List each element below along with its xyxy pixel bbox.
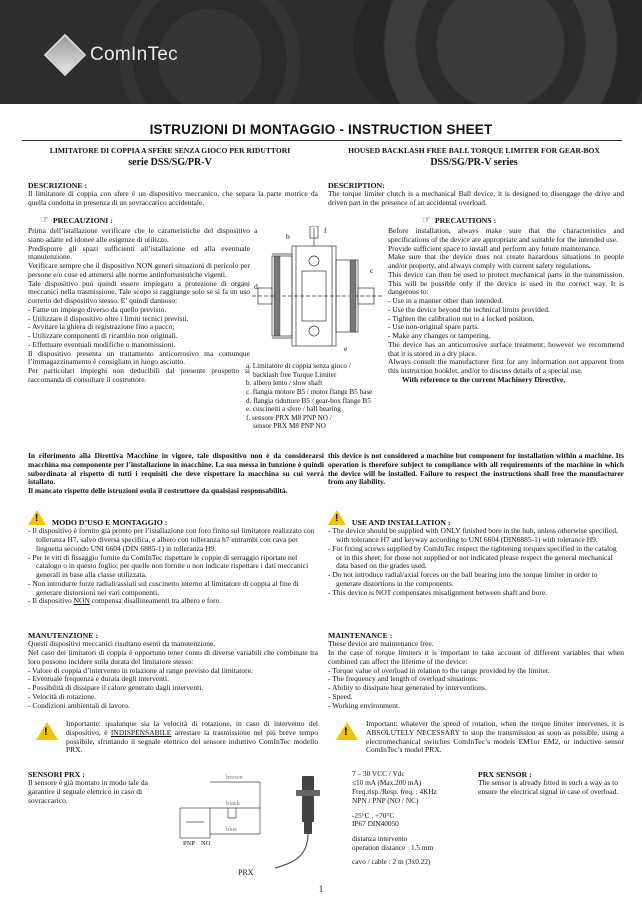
- list-item: - Use the device beyond the technical limits provided.: [388, 304, 550, 314]
- en-directive-text: this device is not considered a machine but component for installation within a machine. Its operation is therefore subject to compliance with all requirements of the machine in which the device will be installed. Failure to respect the instructions shall free the manufacturer from any liability.: [328, 451, 624, 487]
- list-item: - Velocità di rotazione.: [28, 691, 97, 701]
- header-banner: [0, 0, 642, 104]
- list-item: - Eventuale frequenza e durata degli interventi.: [28, 674, 169, 684]
- en-precautions: [388, 215, 624, 385]
- page-number: 1: [318, 884, 324, 894]
- prx-specifications: [352, 770, 472, 867]
- callout-label: f: [324, 226, 327, 235]
- logo-diamond-icon: [44, 34, 86, 76]
- wiring-svg: [170, 768, 348, 888]
- it-usage: [28, 510, 318, 606]
- it-precautions-text-2: Il dispositivo presenta un trattamento anticorrosivo ma comunque l’immagazzinamento è consigliato in luogo asciutto. Per particolari impieghi non deducibili dal presente prospetto si raccomanda di consultare il costruttore.: [28, 348, 250, 385]
- wire-label: brown: [226, 774, 243, 781]
- list-item: - Non introdurre forze radiali/assiali sul cuscinetto interno al limitatore di coppia al fine di generare distorsioni nei vari componenti.: [28, 578, 299, 597]
- list-item: - The frequency and length of overload situations.: [328, 674, 478, 684]
- it-prx-sensor: [28, 770, 166, 806]
- list-item: - Valore di coppia d’intervento in relazione al range previsto dal limitatore.: [28, 665, 253, 675]
- list-item: - Utilizzare il dispositivo oltre i limiti tecnici previsti.: [28, 313, 189, 323]
- it-usage-heading: ! MODO D’USO E MONTAGGIO :: [28, 510, 318, 527]
- torque-limiter-drawing: [252, 226, 382, 361]
- warning-icon: !: [336, 722, 358, 742]
- list-item: - Torque value of overload in relation to the range provided by the limiter.: [328, 665, 550, 675]
- list-item: - Do not introduce radial/axial forces on the ball bearing into the torque limiter in order to generate distortions in the components.: [328, 570, 598, 588]
- pointing-hand-icon: ☞: [422, 215, 431, 226]
- it-description-text: Il limitatore di coppia con sfere è un dispositivo meccanico, che separa la parte motrice da quella condotta in presenza di un sovraccarico accidentale.: [28, 189, 318, 208]
- callout-label: a: [254, 226, 258, 235]
- en-maintenance-list: [328, 667, 624, 711]
- sensor-name: PRX: [238, 868, 254, 877]
- list-item: - Working environment.: [328, 700, 400, 710]
- list-item: - Ability to dissipate heat generated by interventions.: [328, 683, 487, 693]
- en-description-text: The torque limiter clutch is a mechanical Ball device, it is designed to disengage the drive and driven part in the presence of an accidental overload.: [328, 189, 624, 208]
- it-product-title: LIMITATORE DI COPPIA A SFERE SENZA GIOCO PER RIDUTTORI: [49, 146, 291, 155]
- it-series: serie DSS/SG/PR-V: [128, 157, 212, 168]
- it-maintenance: [28, 631, 318, 710]
- warning-icon: !: [28, 510, 46, 525]
- spec-line: distanza intervento: [352, 834, 408, 844]
- it-precautions-text: Prima dell’istallazione verificare che le caratteristiche del dispositivo siano adatte ed idonee alle esigenze di utilizzo. Predisporre gli spazi sufficienti all’istallazione ed alla eventuale manutenzione. Verificare sempre che il dispositivo NON generi situazioni di pericolo per persone e/o cose ed attenersi alle norme antinfortunistiche vigenti. Tale dispositivo può quindi essere impiegato a protezione di organi meccanici nella trasmissione. Tale scopo si raggiunge solo se si fa un uso corretto del dispositivo stesso. E’ quindi dannoso:: [28, 226, 250, 306]
- gear-graphic: [352, 0, 642, 104]
- list-item: - For fixing screws supplied by ComInTec respect the tightening torques specified in the catalog or in this sheet; for those not supplied or not indicated please respect the general mechanical data based on the grades used.: [328, 543, 617, 571]
- en-maintenance-text: These device are maintenance free. In the case of torque limiters it is important to take account of different variables that when combined can affect the lifetime of the device:: [328, 639, 624, 666]
- en-precautions-text: Before installation, always make sure that the characteristics and specifications of the device are appropriate and suitable for the intended use. Provide sufficient space to install and perform any future maintenance. Make sure that the device does not create hazardous situations to people and/or property, and always comply with current safety regulations. This device can then be used to protect mechanical parts in the transmission. This will be possible only if the device is used in the correct way. It is dangerous to:: [388, 226, 624, 297]
- wire-label: blue: [226, 826, 238, 833]
- legend-item: e. cuscinetti a sfere / ball bearing: [246, 405, 341, 414]
- list-item: - This device is NOT compensates misalignment between shaft and bore.: [328, 587, 548, 597]
- spec-line: ≤10 mA (Max.200 mA): [352, 777, 422, 787]
- it-description: [28, 181, 318, 208]
- en-maintenance: [328, 631, 624, 710]
- wire-label: PNP: [183, 840, 195, 847]
- legend-item: b. albero lento / slow shaft: [246, 379, 323, 388]
- list-item: - Per le viti di fissaggio fornite da ComInTec rispettare le coppie di serraggio riportate nel catalogo o in questo foglio; per quelle non fornite o non indicate rispettare i dati meccanici generali in base alla classe utilizzata.: [28, 552, 309, 580]
- en-directive-lead: With reference to the current Machinery Directive,: [402, 375, 566, 385]
- it-precautions-list: [28, 306, 250, 350]
- en-product-title: HOUSED BACKLASH FREE BALL TORQUE LIMITER FOR GEAR-BOX: [348, 146, 600, 155]
- title-divider: [22, 140, 622, 141]
- it-description-heading: DESCRIZIONE :: [28, 181, 88, 190]
- it-precautions-heading: ☞ PRECAUZIONI :: [40, 215, 113, 226]
- list-item: - Possibilità di dissipare il calore generato dagli interventi.: [28, 683, 204, 693]
- en-description: [328, 181, 624, 208]
- it-important-text: Importante: qualunque sia la velocità di rotazione, in caso di intervento del dispositivo, è INDISPENSABILE arrestare la trasmissione nel più breve tempo possibile, sfruttando il segnale elettrico del sensore induttivo ComInTec modello PRX.: [66, 719, 318, 755]
- list-item: - Make any changes or tampering.: [388, 331, 491, 341]
- callout-label: c: [370, 266, 374, 275]
- en-important: [366, 720, 624, 755]
- callout-label: b: [286, 232, 290, 241]
- legend-item: f. sensore PRX M8 PNP NO /: [246, 413, 332, 422]
- list-item: - Utilizzare componenti di ricambio non originali.: [28, 331, 178, 341]
- list-item: - Condizioni ambientali di lavoro.: [28, 700, 130, 710]
- en-usage: [328, 510, 624, 597]
- list-item: - Fame un impiego diverso da quello previsto.: [28, 304, 167, 314]
- it-usage-list: [28, 527, 318, 606]
- list-item: - The device should be supplied with ONLY finished bore in the hub, unless otherwise specified, with tolerance H7 and keyway according to UNI 6604 (DIN6885-1) with tolerance H9.: [328, 526, 618, 545]
- warning-icon: !: [328, 510, 346, 525]
- callout-label: d: [254, 282, 258, 291]
- legend-item: sensor PRX M8 PNP NO: [253, 422, 326, 431]
- legend-item: backlash free Torque Limiter: [253, 370, 337, 379]
- list-item: - Il dispositivo è fornito già pronto per l’istallazione con foro finito sul limitatore realizzato con tolleranza H7, salvo diversa specifica, e albero con tolleranza h7 entrambi con cava per linguetta secondo UNI 6604 (DIN 6885-1) in tolleranza H9.: [28, 526, 315, 553]
- spec-line: NPN / PNP (NO / NC): [352, 795, 419, 805]
- en-prx-sensor: [478, 770, 624, 797]
- spec-line: -25°C , +70°C: [352, 810, 395, 820]
- list-item: - Speed.: [328, 691, 353, 701]
- brand-name: ComInTec: [90, 43, 178, 65]
- en-maintenance-heading: MAINTENANCE :: [328, 631, 393, 640]
- it-prx-heading: SENSORI PRX :: [28, 770, 85, 779]
- it-directive-text: In riferimento alla Direttiva Macchine in vigore, tale dispositivo non è da considerarsi macchina ma componente per l’installazione in macchine. La sua messa in funzione è quindi subordinata al rispetto di tutti i requisiti che deve rispettare la macchina su cui verrà istallato. Il mancato rispetto delle istruzioni esula il costruttore da qualsiasi responsabilità.: [28, 451, 324, 496]
- it-maintenance-list: [28, 667, 318, 711]
- drawing-legend: [246, 362, 406, 431]
- en-description-heading: DESCRIPTION:: [328, 181, 385, 190]
- callout-label: e: [344, 344, 348, 353]
- spec-line: IP67 DIN40050: [352, 819, 399, 829]
- en-precautions-heading: ☞ PRECAUTIONS :: [422, 215, 497, 226]
- spec-line: operation distance : 1.5 mm: [352, 843, 434, 853]
- en-directive: [328, 452, 624, 487]
- it-important: [66, 720, 318, 755]
- it-prx-text: Il sensore è già montato in modo tale da garantire il segnale elettrico in caso di sovraccarico.: [28, 778, 148, 805]
- wire-label: NO: [201, 840, 211, 847]
- warning-icon: !: [36, 722, 58, 742]
- en-series: DSS/SG/PR-V series: [430, 157, 518, 168]
- en-usage-heading: ! USE AND INSTALLATION :: [328, 510, 624, 527]
- en-prx-heading: PRX SENSOR :: [478, 770, 532, 779]
- prx-wiring-diagram: [170, 768, 348, 888]
- en-important-text: Important: whatever the speed of rotation, when the torque limiter intervenes, it is ABSOLUTELY NECESSARY to stop the transmission as soon as possible, using a electromechanical switches ComInTec’s models EM1or EM2, or inductive sensor ComInTec’s model PRX.: [366, 719, 624, 755]
- list-item: - Avvitare la ghiera di registrazione fino a pacco;: [28, 322, 175, 332]
- legend-item: a. Limitatore di coppia senza gioco /: [246, 362, 351, 370]
- pointing-hand-icon: ☞: [40, 215, 49, 226]
- list-item: - Tighten the calibration nut to a locked position.: [388, 313, 535, 323]
- spec-line: Freq.risp./Resp. freq. : 4KHz: [352, 786, 437, 796]
- spec-line: cavo / cable : 2 m (3x0.22): [352, 857, 431, 867]
- list-item: - Effettuare eventuali modifiche o manomissioni.: [28, 339, 176, 349]
- list-item: - Use in a manner other than intended.: [388, 296, 503, 306]
- it-maintenance-heading: MANUTENZIONE :: [28, 631, 98, 640]
- it-maintenance-text: Questi dispositivi meccanici risultano esenti da manutenzione. Nel caso dei limitatori di coppia è opportuno tener conto di diverse variabili che combinate tra loro possono incidere sulla durata del limitatore stesso:: [28, 639, 318, 666]
- spec-line: 7 – 30 VCC / Vdc: [352, 769, 405, 778]
- list-item: - Il dispositivo NON compensa disallineamenti tra albero e foro.: [28, 596, 222, 606]
- en-precautions-list: [388, 297, 624, 341]
- en-usage-list: [328, 527, 624, 597]
- en-precautions-text-2: The device has an anticorrosive surface treatment; however we recommend that it is stored in a dry place. Always consult the manufacturer first for any information not apparent from this instruction booklet, and/or to discuss details of a special use.: [388, 339, 624, 376]
- legend-item: d. flangia riduttore B5 / gear-box flange B5: [246, 396, 371, 405]
- page-title: ISTRUZIONI DI MONTAGGIO - INSTRUCTION SHEET: [149, 122, 493, 137]
- it-precautions: [28, 215, 250, 385]
- wire-label: black: [226, 800, 241, 807]
- en-prx-text: The sensor is already fitted in such a way as to ensure the electrical signal in case of overload.: [478, 778, 619, 797]
- list-item: - Use non-original spare parts.: [388, 322, 480, 332]
- technical-drawing-svg: [252, 226, 382, 361]
- legend-item: c. flangia motore B5 / motor flange B5 base: [246, 387, 373, 396]
- it-directive: [28, 452, 324, 496]
- brand-logo: [50, 38, 178, 72]
